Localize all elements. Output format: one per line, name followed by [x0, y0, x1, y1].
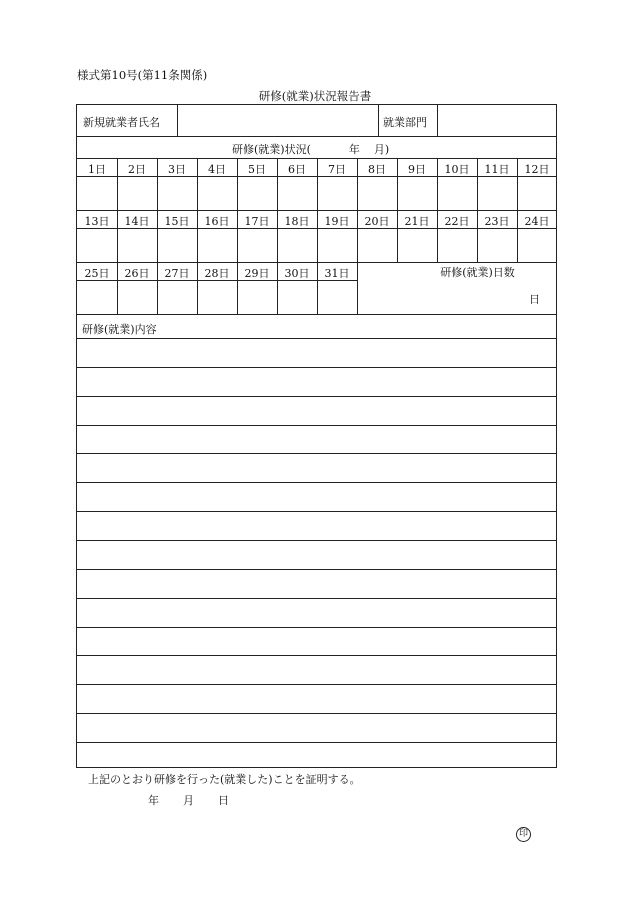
content-line-field[interactable] [77, 483, 556, 510]
day-entry-cell[interactable] [277, 280, 317, 314]
day-label: 22日 [444, 215, 470, 228]
new-employee-name-field[interactable] [178, 105, 377, 136]
status-month-unit: 月) [373, 143, 390, 156]
day-entry-cell[interactable] [237, 228, 277, 262]
day-label: 23日 [484, 215, 510, 228]
day-label: 10日 [444, 163, 470, 176]
day-entry-cell[interactable] [397, 228, 437, 262]
day-entry-cell[interactable] [517, 228, 557, 262]
content-line-field[interactable] [77, 454, 556, 481]
day-entry-cell[interactable] [517, 176, 557, 210]
day-label: 30日 [284, 267, 310, 280]
day-entry-cell[interactable] [157, 280, 197, 314]
day-entry-cell[interactable] [277, 176, 317, 210]
total-days-label: 研修(就業)日数 [440, 266, 515, 279]
day-label: 31日 [324, 267, 350, 280]
day-entry-cell[interactable] [357, 176, 397, 210]
day-entry-cell[interactable] [317, 280, 357, 314]
day-entry-cell[interactable] [77, 176, 117, 210]
day-label: 24日 [524, 215, 550, 228]
day-label: 8日 [368, 163, 386, 176]
date-month-unit: 月 [183, 794, 194, 807]
content-line-field[interactable] [77, 397, 556, 424]
day-label: 1日 [88, 163, 106, 176]
day-entry-cell[interactable] [397, 176, 437, 210]
status-year-unit: 年 [348, 143, 360, 156]
day-label: 28日 [204, 267, 230, 280]
day-entry-cell[interactable] [277, 228, 317, 262]
content-line-field[interactable] [77, 339, 556, 366]
day-entry-cell[interactable] [357, 228, 397, 262]
day-label: 20日 [364, 215, 390, 228]
day-label: 27日 [164, 267, 190, 280]
day-entry-cell[interactable] [157, 176, 197, 210]
day-label: 26日 [124, 267, 150, 280]
day-label: 6日 [288, 163, 306, 176]
day-label: 4日 [208, 163, 226, 176]
content-line-field[interactable] [77, 570, 556, 597]
content-line-field[interactable] [77, 512, 556, 539]
day-label: 14日 [124, 215, 150, 228]
day-label: 21日 [404, 215, 430, 228]
day-entry-cell[interactable] [437, 176, 477, 210]
department-label: 就業部門 [383, 116, 427, 129]
new-employee-name-label: 新規就業者氏名 [83, 116, 160, 129]
day-label: 9日 [408, 163, 426, 176]
day-entry-cell[interactable] [237, 280, 277, 314]
day-entry-cell[interactable] [77, 280, 117, 314]
day-label: 13日 [84, 215, 110, 228]
day-entry-cell[interactable] [197, 228, 237, 262]
date-year-unit: 年 [148, 794, 159, 807]
day-label: 29日 [244, 267, 270, 280]
day-entry-cell[interactable] [77, 228, 117, 262]
date-day-unit: 日 [218, 794, 229, 807]
content-line-field[interactable] [77, 368, 556, 395]
day-label: 25日 [84, 267, 110, 280]
content-line-field[interactable] [77, 656, 556, 683]
day-label: 18日 [284, 215, 310, 228]
certification-text: 上記のとおり研修を行った(就業した)ことを証明する。 [88, 773, 361, 786]
total-days-unit: 日 [529, 293, 540, 306]
seal-mark: 印 [516, 827, 531, 842]
form-number: 様式第10号(第11条関係) [77, 68, 208, 82]
day-entry-cell[interactable] [197, 280, 237, 314]
day-entry-cell[interactable] [117, 176, 157, 210]
department-field[interactable] [438, 105, 557, 136]
day-label: 11日 [484, 163, 510, 176]
day-label: 2日 [128, 163, 146, 176]
day-label: 12日 [524, 163, 550, 176]
day-label: 19日 [324, 215, 350, 228]
day-entry-cell[interactable] [157, 228, 197, 262]
content-line-field[interactable] [77, 685, 556, 712]
content-line-field[interactable] [77, 743, 556, 770]
status-heading [232, 141, 389, 157]
day-entry-cell[interactable] [237, 176, 277, 210]
day-entry-cell[interactable] [117, 228, 157, 262]
day-label: 5日 [248, 163, 266, 176]
day-entry-cell[interactable] [317, 228, 357, 262]
certification-date [148, 792, 229, 808]
day-label: 15日 [164, 215, 190, 228]
content-label: 研修(就業)内容 [82, 323, 157, 336]
status-heading-label: 研修(就業)状況( [232, 143, 311, 156]
day-entry-cell[interactable] [437, 228, 477, 262]
content-line-field[interactable] [77, 541, 556, 568]
total-days-field[interactable] [358, 280, 557, 314]
content-line-field[interactable] [77, 714, 556, 741]
day-entry-cell[interactable] [477, 228, 517, 262]
day-entry-cell[interactable] [317, 176, 357, 210]
day-entry-cell[interactable] [197, 176, 237, 210]
report-form-table [76, 104, 557, 768]
day-label: 16日 [204, 215, 230, 228]
content-line-field[interactable] [77, 599, 556, 626]
document-title: 研修(就業)状況報告書 [258, 89, 372, 103]
content-line-field[interactable] [77, 628, 556, 655]
day-entry-cell[interactable] [477, 176, 517, 210]
day-entry-cell[interactable] [117, 280, 157, 314]
day-label: 7日 [328, 163, 346, 176]
day-label: 17日 [244, 215, 270, 228]
day-label: 3日 [168, 163, 186, 176]
content-line-field[interactable] [77, 426, 556, 453]
